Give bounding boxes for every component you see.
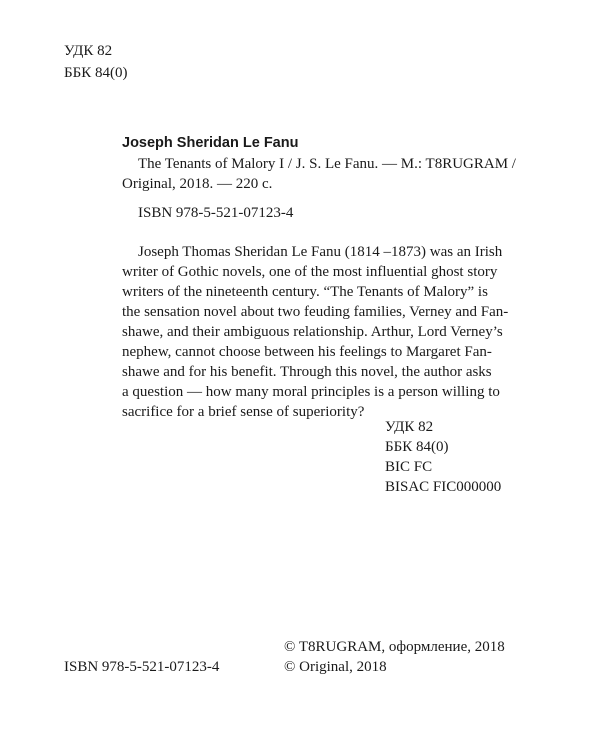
annotation-line: shawe, and their ambiguous relationship. Arthur, Lord Verney’s <box>122 324 503 340</box>
annotation-line: shawe and for his benefit. Through this novel, the author asks <box>122 364 492 380</box>
isbn-bottom: ISBN 978-5-521-07123-4 <box>64 659 220 675</box>
bic-code: BIC FC <box>385 459 433 475</box>
classification-codes <box>385 417 501 497</box>
udk-code: УДК 82 <box>64 43 113 59</box>
annotation-line: writers of the nineteenth century. “The Tenants of Malory” is <box>122 284 488 300</box>
annotation <box>122 242 514 422</box>
annotation-line: Joseph Thomas Sheridan Le Fanu (1814 –1873) was an Irish <box>138 244 503 260</box>
top-classification-codes <box>64 40 127 84</box>
copyright-line: © T8RUGRAM, оформление, 2018 <box>284 639 505 655</box>
bisac-code: BISAC FIC000000 <box>385 479 502 495</box>
annotation-line: a question — how many moral principles is a person willing to <box>122 384 500 400</box>
udk-code: УДК 82 <box>385 419 434 435</box>
copyright-notice <box>284 637 505 677</box>
copyright-line: © Original, 2018 <box>284 659 387 675</box>
bbk-code: ББК 84(0) <box>385 439 449 455</box>
annotation-line: writer of Gothic novels, one of the most influential ghost story <box>122 264 498 280</box>
annotation-line: the sensation novel about two feuding families, Verney and Fan- <box>122 304 509 320</box>
annotation-line: nephew, cannot choose between his feelings to Margaret Fan- <box>122 344 492 360</box>
bibliographic-description: The Tenants of Malory I / J. S. Le Fanu. — M.: T8RUGRAM / <box>138 156 516 172</box>
author-name: Joseph Sheridan Le Fanu <box>122 135 299 151</box>
isbn: ISBN 978-5-521-07123-4 <box>138 205 294 221</box>
bbk-code: ББК 84(0) <box>64 65 128 81</box>
annotation-line: sacrifice for a brief sense of superiority? <box>122 404 365 420</box>
bibliographic-description-continued: Original, 2018. — 220 с. <box>122 176 273 192</box>
